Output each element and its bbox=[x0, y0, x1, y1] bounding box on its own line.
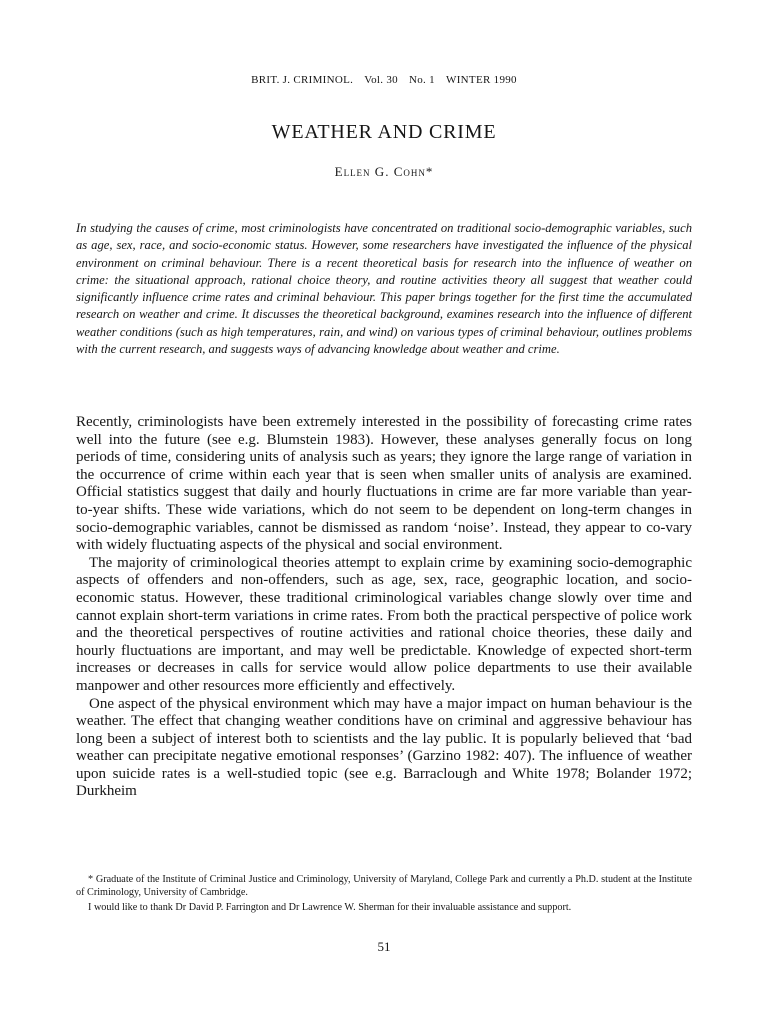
footnote-acknowledgement: I would like to thank Dr David P. Farrington and Dr Lawrence W. Sherman for their invaluable assistance and support. bbox=[88, 901, 572, 913]
body-paragraph: Recently, criminologists have been extremely interested in the possibility of forecasting crime rates well into the future (see e.g. Blumstein 1983). However, these analyses generally focus on long periods of time, considering units of analysis such as years; they ignore the large range of variation in the occurrence of crime within each year that is seen when smaller units of analysis are examined. Official statistics suggest that daily and hourly fluctuations in crime are far more variable than year-to-year shifts. These wide variations, which do not seem to be dependent on long-term changes in socio-demographic variables, cannot be dismissed as random ‘noise’. Instead, they appear to co-vary with widely fluctuating aspects of the physical and social environment. bbox=[76, 414, 692, 554]
journal-season: WINTER 1990 bbox=[446, 74, 517, 86]
article-author: Ellen G. Cohn* bbox=[334, 164, 434, 179]
journal-volume: Vol. 30 bbox=[364, 74, 398, 86]
footnotes bbox=[76, 873, 692, 915]
article-title: WEATHER AND CRIME bbox=[271, 121, 497, 143]
body-paragraph: One aspect of the physical environment which may have a major impact on human behaviour is the weather. The effect that changing weather conditions have on criminal and aggressive behaviour has long been a subject of interest both to scientists and the lay public. It is popularly believed that ‘bad weather can precipitate negative emotional responses’ (Garzino 1982: 407). The influence of weather upon suicide rates is a well-studied topic (see e.g. Barraclough and White 1978; Bolander 1972; Durkheim bbox=[76, 695, 692, 800]
running-header bbox=[0, 74, 768, 86]
journal-name: BRIT. J. CRIMINOL. bbox=[251, 74, 354, 86]
article-abstract: In studying the causes of crime, most criminologists have concentrated on traditional socio-demographic variables, such as age, sex, race, and socio-economic status. However, some researchers have investigated the influence of the physical environment on criminal behaviour. There is a recent theoretical basis for research into the influence of weather on crime: the situational approach, rational choice theory, and routine activities theory all suggest that weather could significantly influence crime rates and criminal behaviour. This paper brings together for the first time the accumulated research on weather and crime. It discusses the theoretical background, examines research into the influence of different weather conditions (such as high temperatures, rain, and wind) on various types of criminal behaviour, outlines problems with the current research, and suggests ways of advancing knowledge about weather and crime. bbox=[76, 221, 692, 357]
footnote-author-affiliation: * Graduate of the Institute of Criminal Justice and Criminology, University of Maryland, College Park and currently a Ph.D. student at the Institute of Criminology, University of Cambridge. bbox=[76, 874, 692, 899]
body-paragraph: The majority of criminological theories attempt to explain crime by examining socio-demographic aspects of offenders and non-offenders, such as age, sex, race, geographic location, and socio-economic status. However, these traditional criminological variables change slowly over time and cannot explain short-term variations in crime rates. From both the practical perspective of police work and the theoretical perspectives of routine activities and rational choice theories, these daily and hourly fluctuations are important, and may well be predictable. Knowledge of expected short-term increases or decreases in calls for service would allow police departments to use their available manpower and other resources more efficiently and effectively. bbox=[76, 554, 692, 694]
page-number: 51 bbox=[377, 939, 391, 954]
article-body bbox=[76, 414, 692, 801]
journal-number: No. 1 bbox=[409, 74, 435, 86]
